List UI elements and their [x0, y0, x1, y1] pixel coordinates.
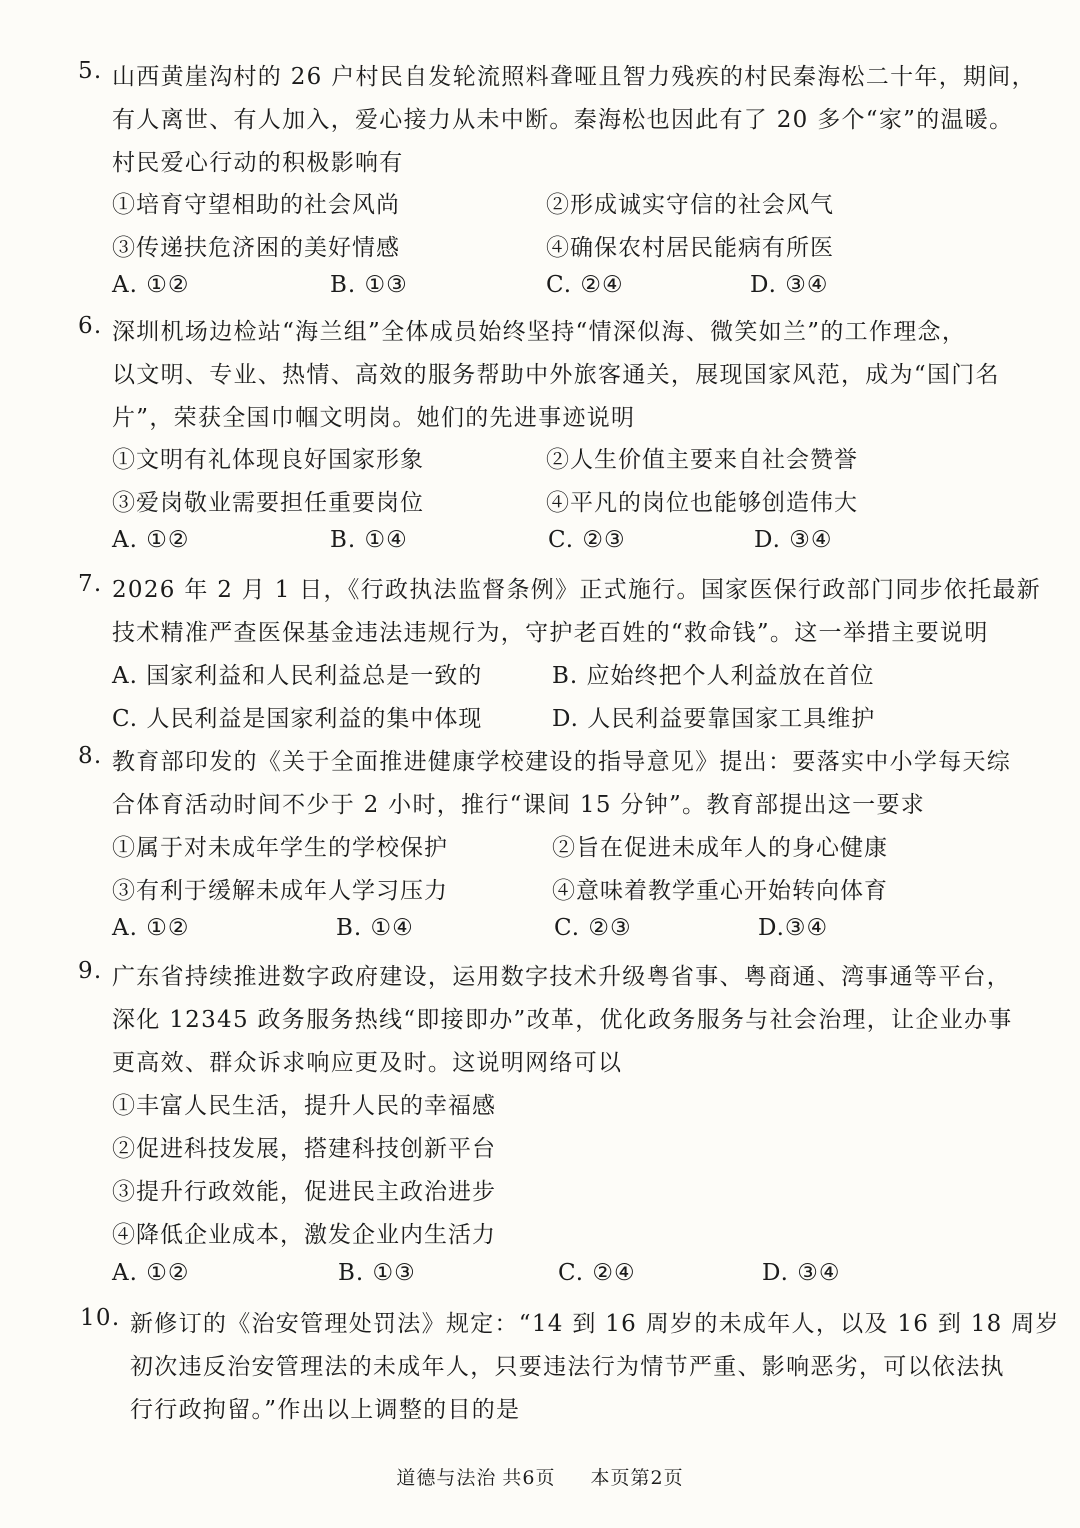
choice-a: A. ①② [112, 915, 190, 941]
question-text-line: 山西黄崖沟村的 26 户村民自发轮流照料聋哑且智力残疾的村民秦海松二十年，期间， [112, 64, 1036, 90]
choice-d: D. ③④ [762, 1260, 841, 1286]
statement: ①丰富人民生活，提升人民的幸福感 [112, 1093, 496, 1119]
choice-c: C. ②③ [548, 527, 626, 553]
question-number: 10. [80, 1305, 121, 1331]
statement: ②人生价值主要来自社会赞誉 [546, 447, 858, 473]
question-text-line: 深圳机场边检站“海兰组”全体成员始终坚持“情深似海、微笑如兰”的工作理念， [112, 319, 967, 345]
choice-a: A. ①② [112, 527, 190, 553]
statement: ①培育守望相助的社会风尚 [112, 192, 400, 218]
statement: ④确保农村居民能病有所医 [546, 235, 834, 261]
question-number: 5. [78, 58, 103, 84]
choice-b: B. ①④ [336, 915, 414, 941]
question-text-line: 以文明、专业、热情、高效的服务帮助中外旅客通关，展现国家风范，成为“国门名 [112, 362, 1000, 388]
question-text-line: 初次违反治安管理法的未成年人，只要违法行为情节严重、影响恶劣，可以依法执 [130, 1354, 1005, 1380]
statement: ④意味着教学重心开始转向体育 [552, 878, 888, 904]
question-text-line: 2026 年 2 月 1 日，《行政执法监督条例》正式施行。国家医保行政部门同步依托最新 [112, 577, 1042, 603]
question-text-line: 深化 12345 政务服务热线“即接即办”改革，优化政务服务与社会治理，让企业办事 [112, 1007, 1013, 1033]
question-text-line: 村民爱心行动的积极影响有 [112, 150, 404, 176]
question-text-line: 片”，荣获全国巾帼文明岗。她们的先进事迹说明 [112, 405, 636, 431]
footer-total-pages: 共6页 [502, 1467, 556, 1489]
statement: ③有利于缓解未成年人学习压力 [112, 878, 448, 904]
statement: ③爱岗敬业需要担任重要岗位 [112, 490, 424, 516]
question-number: 9. [78, 958, 103, 984]
footer-current-page: 本页第2页 [590, 1467, 684, 1489]
choice-b: B. 应始终把个人利益放在首位 [552, 663, 875, 689]
statement: ③传递扶危济困的美好情感 [112, 235, 400, 261]
question-text-line: 教育部印发的《关于全面推进健康学校建设的指导意见》提出：要落实中小学每天综 [112, 749, 1012, 775]
question-text-line: 新修订的《治安管理处罚法》规定：“14 到 16 周岁的未成年人，以及 16 到 18 周岁 [130, 1311, 1060, 1337]
choice-d: D. ③④ [750, 272, 829, 298]
statement: ④平凡的岗位也能够创造伟大 [546, 490, 858, 516]
statement: ④降低企业成本，激发企业内生活力 [112, 1222, 496, 1248]
footer-subject: 道德与法治 [396, 1467, 497, 1489]
choice-a: A. 国家利益和人民利益总是一致的 [112, 663, 483, 689]
question-text-line: 广东省持续推进数字政府建设，运用数字技术升级粤省事、粤商通、湾事通等平台， [112, 964, 1012, 990]
statement: ②促进科技发展，搭建科技创新平台 [112, 1136, 496, 1162]
statement: ③提升行政效能，促进民主政治进步 [112, 1179, 496, 1205]
choice-c: C. 人民利益是国家利益的集中体现 [112, 706, 483, 732]
question-number: 6. [78, 313, 103, 339]
choice-d: D.③④ [758, 915, 829, 941]
question-text-line: 技术精准严查医保基金违法违规行为，守护老百姓的“救命钱”。这一举措主要说明 [112, 620, 989, 646]
question-text-line: 合体育活动时间不少于 2 小时，推行“课间 15 分钟”。教育部提出这一要求 [112, 792, 926, 818]
statement: ②旨在促进未成年人的身心健康 [552, 835, 888, 861]
question-text-line: 行行政拘留。”作出以上调整的目的是 [130, 1397, 521, 1423]
question-number: 8. [78, 743, 103, 769]
choice-b: B. ①③ [338, 1260, 416, 1286]
choice-a: A. ①② [112, 1260, 190, 1286]
choice-c: C. ②④ [558, 1260, 636, 1286]
choice-b: B. ①④ [330, 527, 408, 553]
question-number: 7. [78, 571, 103, 597]
choice-a: A. ①② [112, 272, 190, 298]
choice-d: D. ③④ [754, 527, 833, 553]
choice-c: C. ②③ [554, 915, 632, 941]
choice-d: D. 人民利益要靠国家工具维护 [552, 706, 876, 732]
question-text-line: 更高效、群众诉求响应更及时。这说明网络可以 [112, 1050, 623, 1076]
statement: ②形成诚实守信的社会风气 [546, 192, 834, 218]
choice-b: B. ①③ [330, 272, 408, 298]
question-text-line: 有人离世、有人加入，爱心接力从未中断。秦海松也因此有了 20 多个“家”的温暖。 [112, 107, 1014, 133]
statement: ①属于对未成年学生的学校保护 [112, 835, 448, 861]
page-footer [0, 1463, 1080, 1490]
statement: ①文明有礼体现良好国家形象 [112, 447, 424, 473]
choice-c: C. ②④ [546, 272, 624, 298]
